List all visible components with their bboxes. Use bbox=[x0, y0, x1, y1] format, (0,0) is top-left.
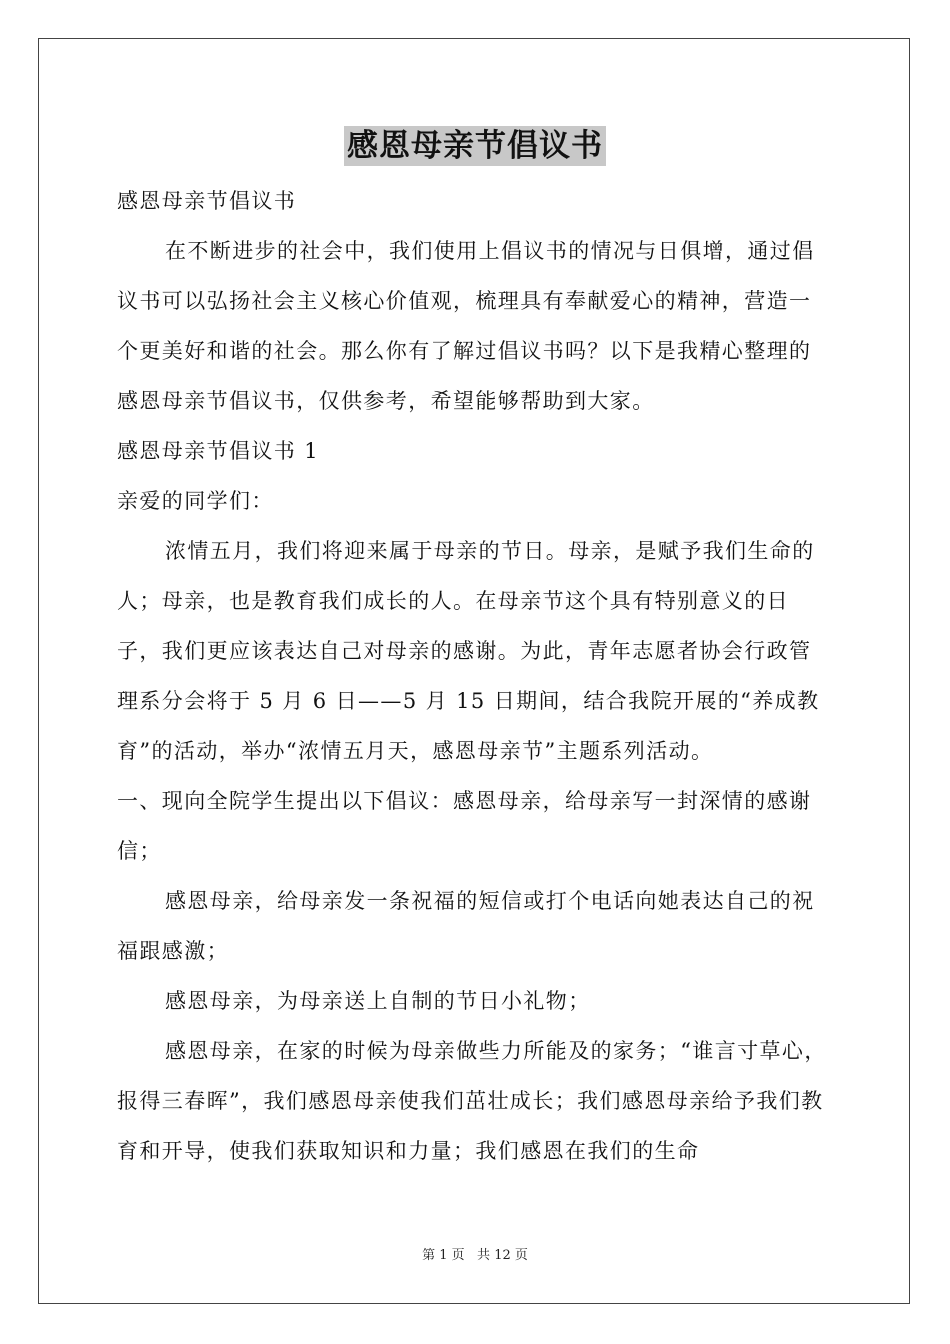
paragraph: 感恩母亲节倡议书 1 bbox=[117, 439, 320, 463]
paragraph: 感恩母亲节倡议书 bbox=[117, 189, 297, 213]
paragraph: 感恩母亲，为母亲送上自制的节日小礼物； bbox=[165, 989, 591, 1013]
page-footer: 第 1 页 共 12 页 bbox=[422, 1248, 528, 1263]
paragraph: 一、现向全院学生提出以下倡议：感恩母亲，给母亲写一封深情的感谢信； bbox=[117, 789, 812, 863]
paragraph: 浓情五月，我们将迎来属于母亲的节日。母亲，是赋予我们生命的人；母亲，也是教育我们成长的人。在母亲节这个具有特别意义的日子，我们更应该表达自己对母亲的感谢。为此，青年志愿者协会行政管理系分会将于 5 月 6 日——5 月 15 日期间，结合我院开展的“养成教育”的活动，举办“浓情五月天，感恩母亲节”主题系列活动。 bbox=[117, 539, 820, 763]
paragraph: 感恩母亲，在家的时候为母亲做些力所能及的家务；“谁言寸草心，报得三春晖”，我们感恩母亲使我们茁壮成长；我们感恩母亲给予我们教育和开导，使我们获取知识和力量；我们感恩在我们的生命 bbox=[117, 1039, 827, 1163]
paragraph: 亲爱的同学们： bbox=[117, 489, 274, 513]
document-title: 感恩母亲节倡议书 bbox=[344, 126, 606, 166]
paragraph: 感恩母亲，给母亲发一条祝福的短信或打个电话向她表达自己的祝福跟感激； bbox=[117, 889, 815, 963]
document-body bbox=[117, 176, 833, 1176]
title-wrap bbox=[0, 126, 950, 166]
paragraph: 在不断进步的社会中，我们使用上倡议书的情况与日俱增，通过倡议书可以弘扬社会主义核心价值观，梳理具有奉献爱心的精神，营造一个更美好和谐的社会。那么你有了解过倡议书吗？以下是我精心整理的感恩母亲节倡议书，仅供参考，希望能够帮助到大家。 bbox=[117, 239, 815, 413]
